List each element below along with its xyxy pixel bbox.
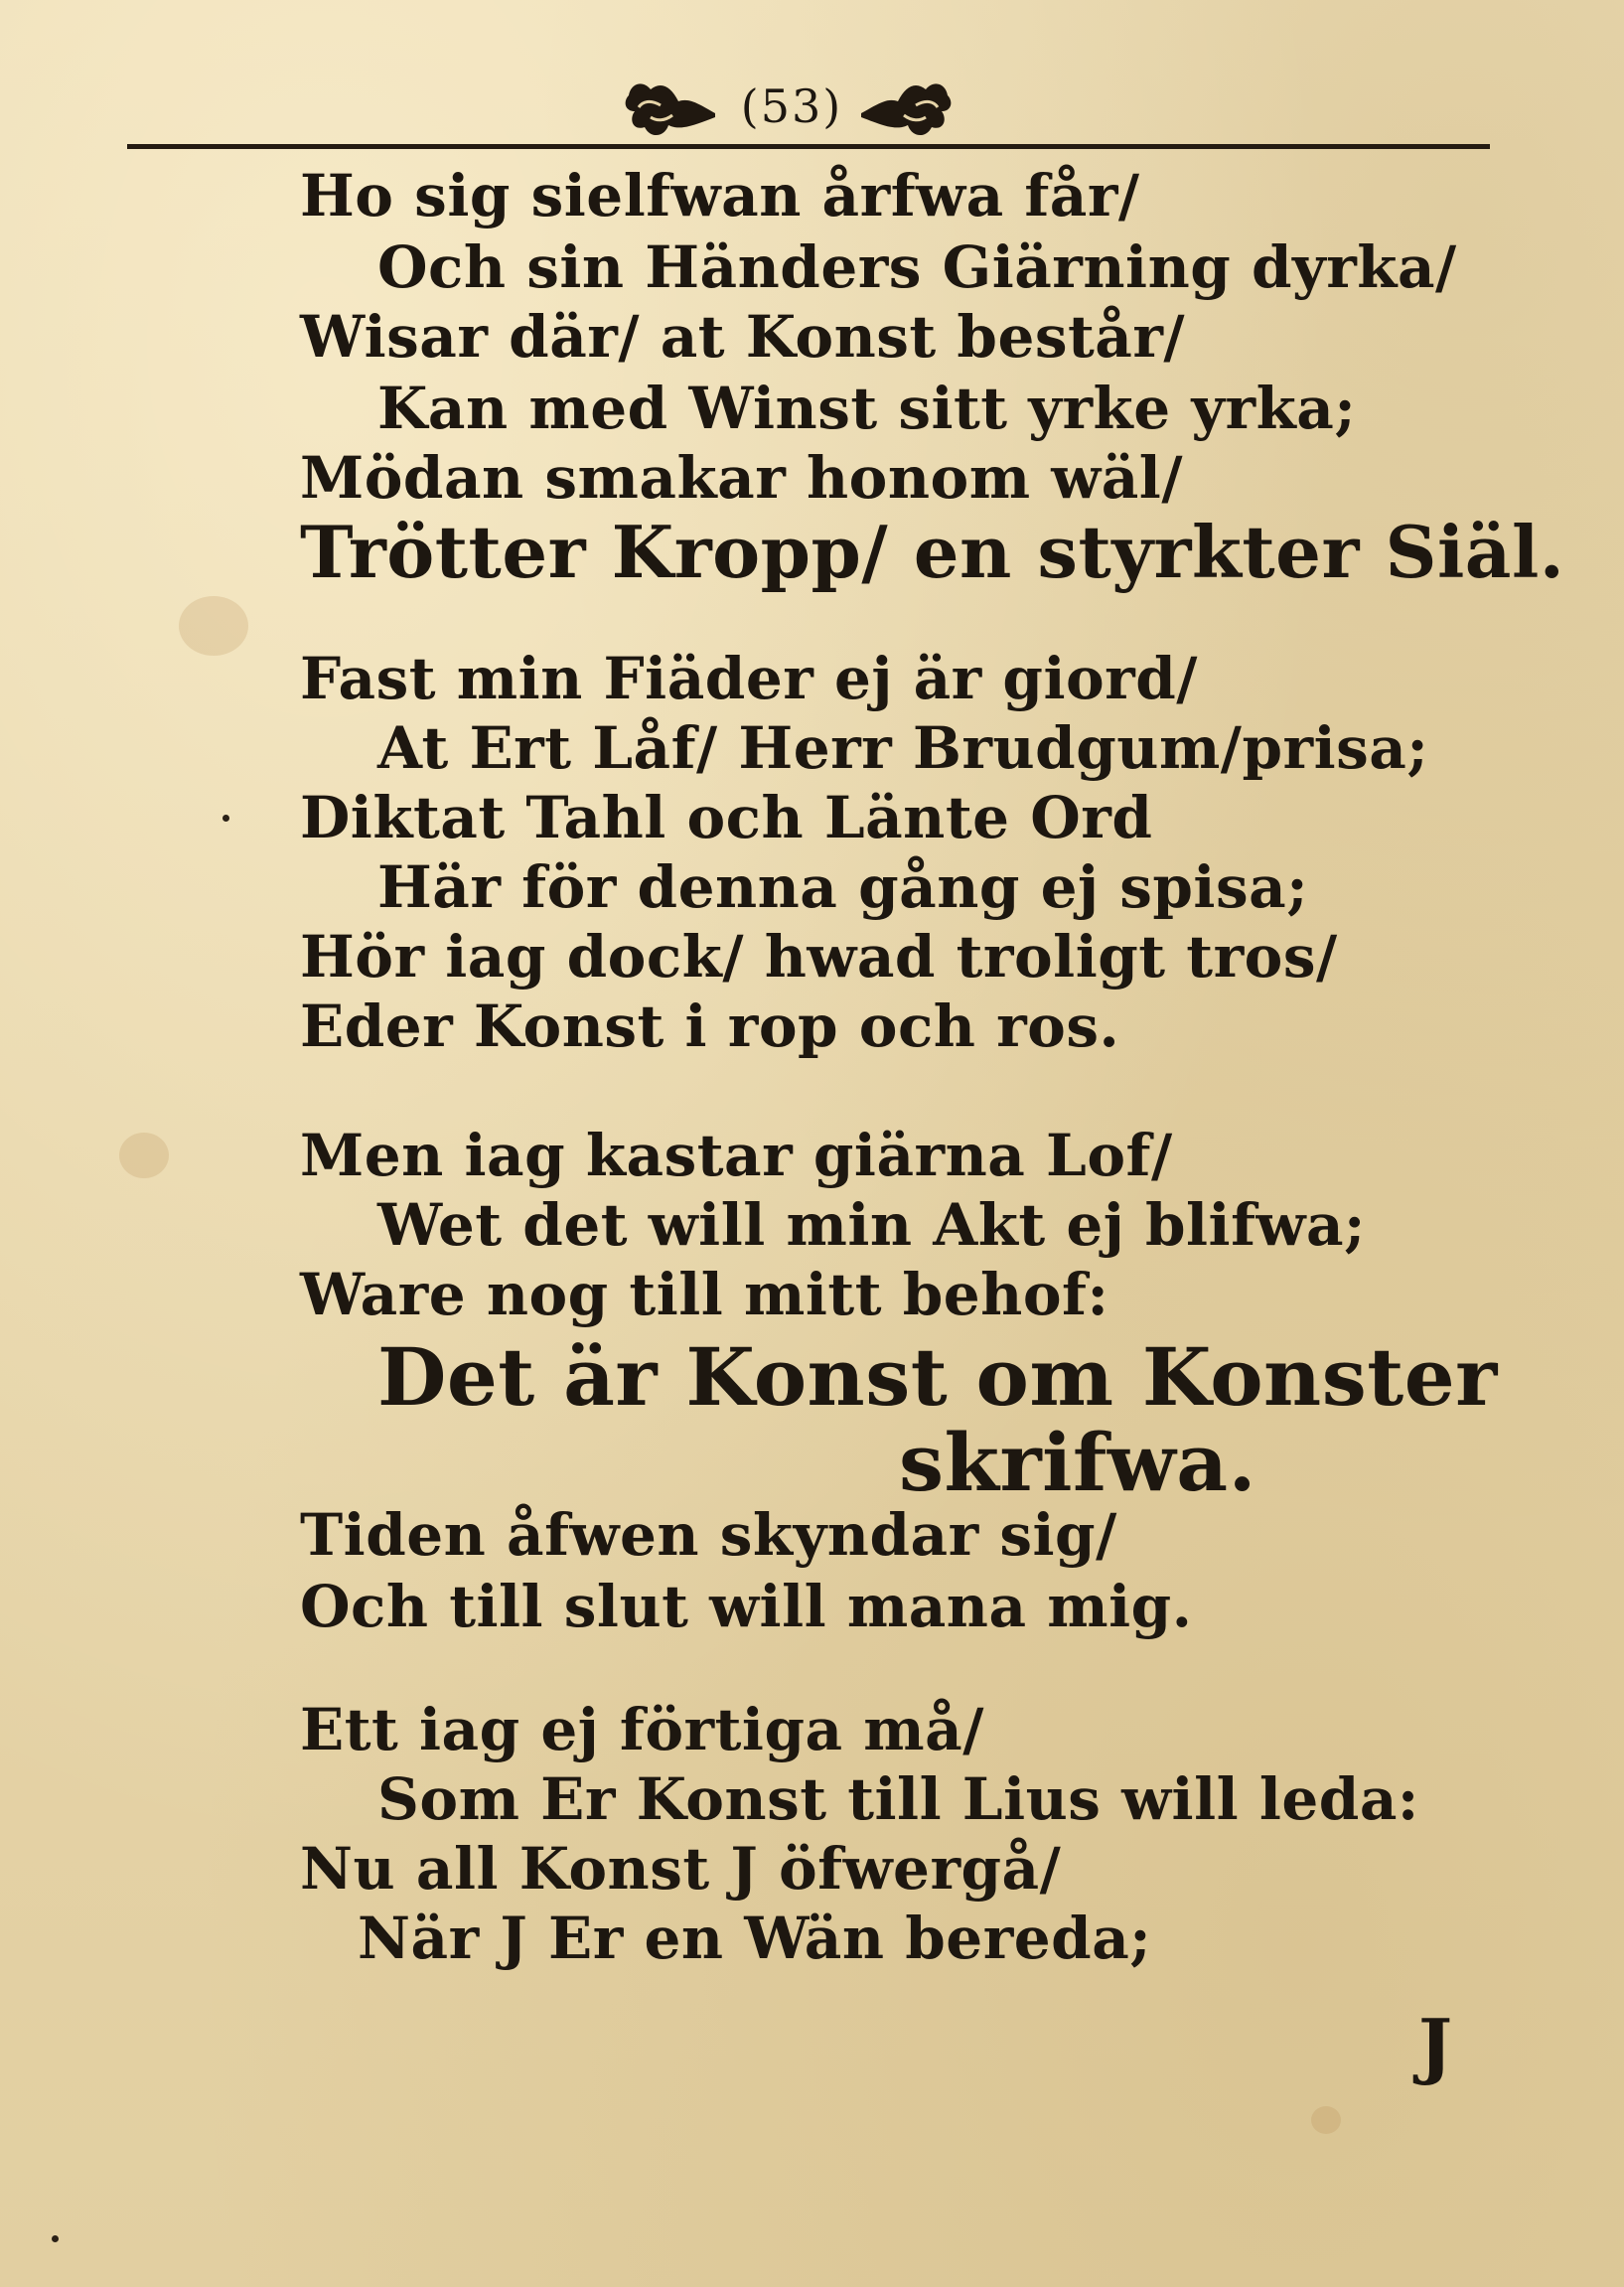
foxing-stain xyxy=(119,1133,169,1178)
foxing-stain xyxy=(1311,2106,1341,2134)
verse-line: Ho sig sielfwan årfwa får/ xyxy=(300,162,1140,229)
verse-line: Här för denna gång ej spisa; xyxy=(377,853,1309,921)
verse-line: Ware nog till mitt behof: xyxy=(300,1261,1109,1328)
verse-line: skrifwa. xyxy=(899,1416,1256,1509)
verse-line: Trötter Kropp/ en styrkter Siäl. xyxy=(300,510,1565,594)
verse-line: Och sin Händers Giärning dyrka/ xyxy=(377,233,1457,301)
page-header xyxy=(0,72,1624,151)
verse-line: Och till slut will mana mig. xyxy=(300,1573,1193,1640)
verse-line: Mödan smakar honom wäl/ xyxy=(300,444,1184,512)
verse-line: Kan med Winst sitt yrke yrka; xyxy=(377,375,1357,442)
verse-line: Nu all Konst J öfwergå/ xyxy=(300,1835,1062,1903)
verse-line: At Ert Låf/ Herr Brudgum/prisa; xyxy=(377,714,1429,782)
verse-line: Wisar där/ at Konst består/ xyxy=(300,303,1186,371)
verse-line: Eder Konst i rop och ros. xyxy=(300,992,1120,1060)
foxing-stain xyxy=(179,596,248,656)
verse-line: Men iag kastar giärna Lof/ xyxy=(300,1122,1173,1189)
catchword: J xyxy=(1418,2003,1453,2087)
verse-line: Tiden åfwen skyndar sig/ xyxy=(300,1501,1117,1569)
verse-line: Som Er Konst till Lius will leda: xyxy=(377,1765,1419,1833)
verse-line: Hör iag dock/ hwad troligt tros/ xyxy=(300,923,1338,991)
verse-line: Diktat Tahl och Länte Ord xyxy=(300,784,1153,851)
verse-line: Wet det will min Akt ej blifwa; xyxy=(377,1191,1366,1259)
verse-line: När J Er en Wän bereda; xyxy=(358,1905,1152,1972)
ink-speck xyxy=(222,815,229,822)
verse-line: Fast min Fiäder ej är giord/ xyxy=(300,645,1198,712)
header-rule xyxy=(127,144,1490,149)
fleuron-left-ornament xyxy=(621,76,720,145)
fleuron-right-ornament xyxy=(856,76,956,145)
page-number: (53) xyxy=(740,79,843,133)
verse-line: Det är Konst om Konster xyxy=(377,1330,1498,1424)
verse-line: Ett iag ej förtiga må/ xyxy=(300,1696,984,1763)
ink-speck xyxy=(52,2235,59,2242)
